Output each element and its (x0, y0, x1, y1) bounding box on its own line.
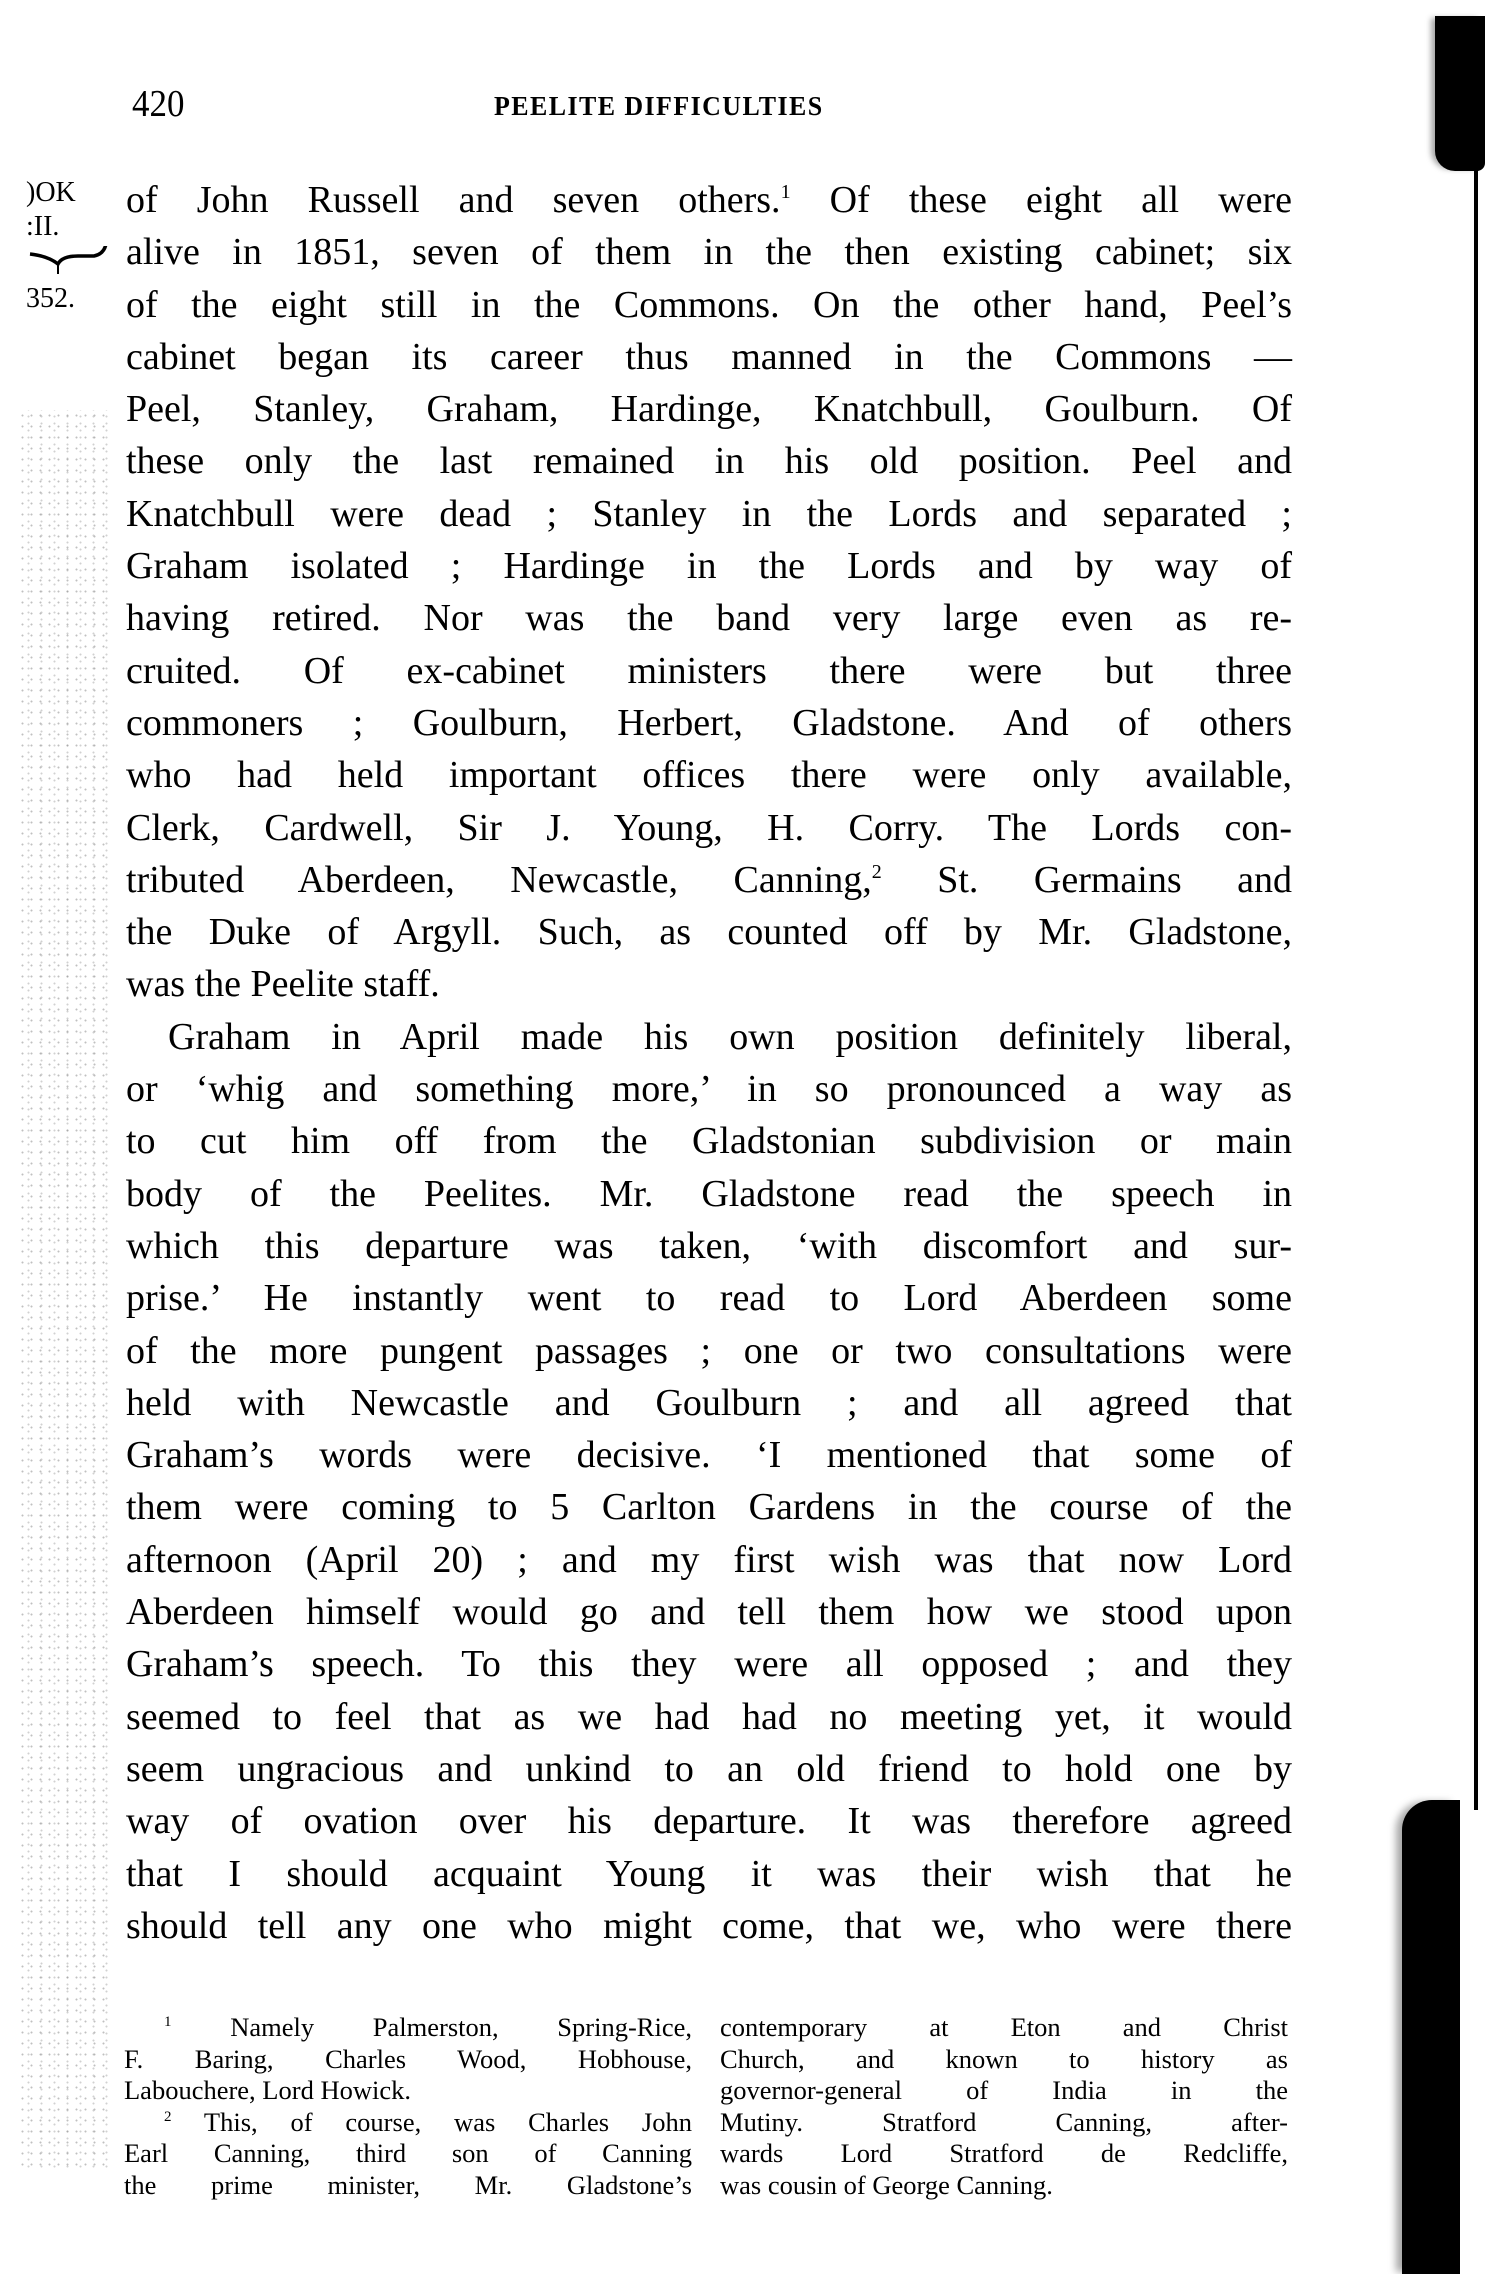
body-text (126, 174, 1292, 1952)
footnote-marker-1: 1 (164, 2014, 172, 2030)
footnote-line: Church, and known to history as (720, 2043, 1288, 2074)
footnote-ref-2[interactable]: 2 (871, 860, 882, 883)
text-line: afternoon (April 20) ; and my first wish was that now Lord (126, 1538, 1292, 1581)
footnote-line: Labouchere, Lord Howick. (124, 2075, 411, 2105)
text-line: way of ovation over his departure. It was therefore agreed (126, 1800, 1292, 1843)
footnotes (124, 2012, 1294, 2252)
binding-shadow-top (1435, 16, 1485, 171)
binding-edge-line (1474, 150, 1478, 1810)
text-line: was the Peelite staff. (126, 963, 440, 1006)
text-line: of John Russell and seven others.$^1$ Of these eight all were (126, 179, 1292, 221)
text-line: held with Newcastle and Goulburn ; and all agreed that (126, 1381, 1292, 1424)
text-line: should tell any one who might come, that we, who were there (126, 1904, 1292, 1947)
text-line: who had held important offices there were only available, (126, 754, 1292, 797)
running-title: PEELITE DIFFICULTIES (494, 91, 824, 121)
margin-note-chapter: :II. (26, 211, 60, 242)
scan-noise (18, 410, 108, 2170)
text-line: tributed Aberdeen, Newcastle, Canning,$^2$ St. Germains and (126, 858, 1292, 901)
text-line: Clerk, Cardwell, Sir J. Young, H. Corry. The Lords con- (126, 806, 1292, 849)
text-line: of the eight still in the Commons. On the other hand, Peel’s (126, 283, 1292, 326)
footnote-line: Mutiny. Stratford Canning, after- (720, 2106, 1288, 2137)
footnotes-right-column (720, 2012, 1288, 2201)
footnote-line: the prime minister, Mr. Gladstone’s (124, 2169, 692, 2200)
text-line: which this departure was taken, ‘with discomfort and sur- (126, 1224, 1292, 1267)
text-line: the Duke of Argyll. Such, as counted off by Mr. Gladstone, (126, 911, 1292, 954)
text-line: that I should acquaint Young it was their wish that he (126, 1852, 1292, 1895)
text-line: Knatchbull were dead ; Stanley in the Lords and separated ; (126, 492, 1292, 535)
text-line: prise.’ He instantly went to read to Lord Aberdeen some (126, 1277, 1292, 1320)
footnote-line: contemporary at Eton and Christ (720, 2012, 1288, 2042)
text-line: commoners ; Goulburn, Herbert, Gladstone. And of others (126, 701, 1292, 744)
footnote-ref-1[interactable]: 1 (780, 181, 791, 203)
footnotes-left-column (124, 2012, 692, 2201)
text-line: to cut him off from the Gladstonian subdivision or main (126, 1120, 1292, 1163)
binding-shadow-bottom (1402, 1800, 1460, 2274)
text-line: seem ungracious and unkind to an old friend to hold one by (126, 1747, 1292, 1790)
footnote-line: governor-general of India in the (720, 2075, 1288, 2105)
footnote-line: Earl Canning, third son of Canning (124, 2138, 692, 2168)
margin-note-year: 352. (26, 283, 75, 314)
text-line: them were coming to 5 Carlton Gardens in the course of the (126, 1486, 1292, 1529)
text-line: seemed to feel that as we had had no meeting yet, it would (126, 1695, 1292, 1738)
text-line: Graham isolated ; Hardinge in the Lords and by way of (126, 545, 1292, 588)
footnote-2: $^2$ This, of course, was Charles John (164, 2106, 692, 2137)
text-line: body of the Peelites. Mr. Gladstone read the speech in (126, 1172, 1292, 1215)
text-line: alive in 1851, seven of them in the then existing cabinet; six (126, 231, 1292, 274)
footnote-line: F. Baring, Charles Wood, Hobhouse, (124, 2043, 692, 2074)
text-line: Peel, Stanley, Graham, Hardinge, Knatchbull, Goulburn. Of (126, 388, 1292, 431)
text-line: Graham’s words were decisive. ‘I mentioned that some of (126, 1434, 1292, 1477)
text-line: cabinet began its career thus manned in the Commons — (126, 335, 1292, 378)
text-line: these only the last remained in his old position. Peel and (126, 440, 1292, 483)
text-line: Graham’s speech. To this they were all opposed ; and they (126, 1643, 1292, 1686)
text-line: of the more pungent passages ; one or two consultations were (126, 1329, 1292, 1372)
text-line: Aberdeen himself would go and tell them how we stood upon (126, 1591, 1292, 1634)
margin-note (26, 176, 106, 316)
text-line: having retired. Nor was the band very large even as re- (126, 597, 1292, 640)
text-line: or ‘whig and something more,’ in so pronounced a way as (126, 1068, 1292, 1111)
brace-icon (28, 246, 108, 276)
footnote-line: wards Lord Stratford de Redcliffe, (720, 2138, 1288, 2168)
paragraph-start-line: Graham in April made his own position definitely liberal, (168, 1015, 1292, 1058)
footnote-1: $^1$ Namely Palmerston, Spring-Rice, (164, 2012, 692, 2042)
running-head (132, 82, 1292, 132)
footnote-line: was cousin of George Canning. (720, 2169, 1053, 2200)
footnote-marker-2: 2 (164, 2108, 172, 2125)
margin-note-book: )OK (26, 177, 76, 208)
text-line: cruited. Of ex-cabinet ministers there were but three (126, 649, 1292, 692)
page-number: 420 (132, 83, 185, 125)
